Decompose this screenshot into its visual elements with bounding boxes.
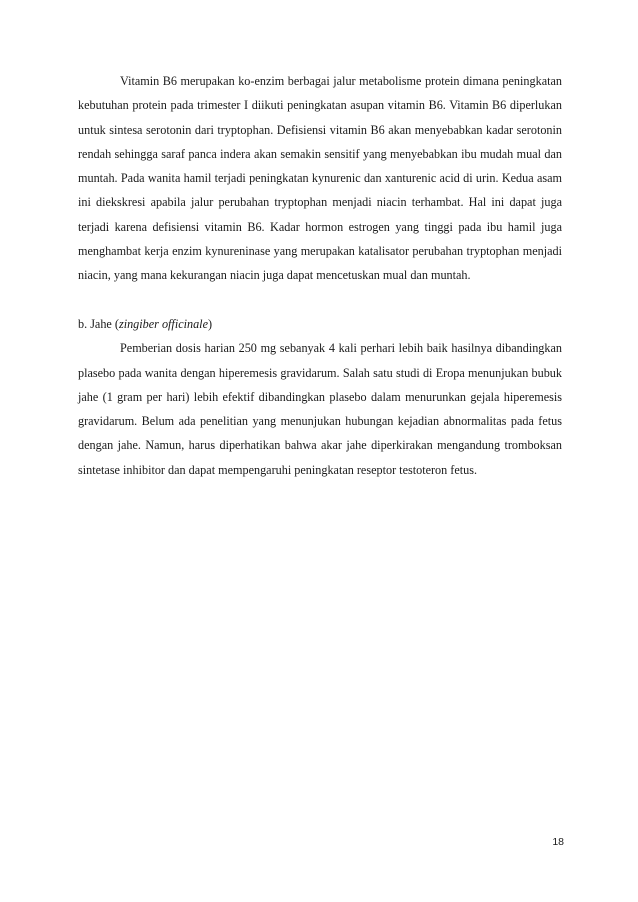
section-heading-jahe [78, 312, 562, 336]
page-body [78, 69, 562, 482]
page-number: 18 [552, 836, 564, 848]
section-heading-prefix: b. Jahe ( [78, 316, 119, 331]
paragraph-jahe: Pemberian dosis harian 250 mg sebanyak 4 kali perhari lebih baik hasilnya dibandingkan plasebo pada wanita dengan hiperemesis gravidarum. Salah satu studi di Eropa menunjukan bubuk jahe (1 gram per hari) lebih efektif dibandingkan plasebo dalam menurunkan gejala hiperemesis gravidarum. Belum ada penelitian yang menunjukan hubungan kejadian abnormalitas pada fetus dengan jahe. Namun, harus diperhatikan bahwa akar jahe diperkirakan mengandung tromboksan sintetase inhibitor dan dapat mempengaruhi peningkatan reseptor testoteron fetus. [78, 341, 562, 477]
paragraph-vitamin-b6: Vitamin B6 merupakan ko-enzim berbagai jalur metabolisme protein dimana peningkatan kebutuhan protein pada trimester I diikuti peningkatan asupan vitamin B6. Vitamin B6 diperlukan untuk sintesa serotonin dari tryptophan. Defisiensi vitamin B6 akan menyebabkan kadar serotonin rendah sehingga saraf panca indera akan semakin sensitif yang menyebabkan ibu mudah mual dan muntah. Pada wanita hamil terjadi peningkatan kynurenic dan xanturenic acid di urin. Kedua asam ini diekskresi apabila jalur perubahan tryptophan menjadi niacin terhambat. Hal ini dapat juga terjadi karena defisiensi vitamin B6. Kadar hormon estrogen yang tinggi pada ibu hamil juga menghambat kerja enzim kynureninase yang merupakan katalisator perubahan tryptophan menjadi niacin, yang mana kekurangan niacin juga dapat mencetuskan mual dan muntah. [78, 74, 562, 283]
section-heading-latin-name: zingiber officinale [118, 316, 208, 331]
section-heading-suffix: ) [207, 316, 213, 331]
